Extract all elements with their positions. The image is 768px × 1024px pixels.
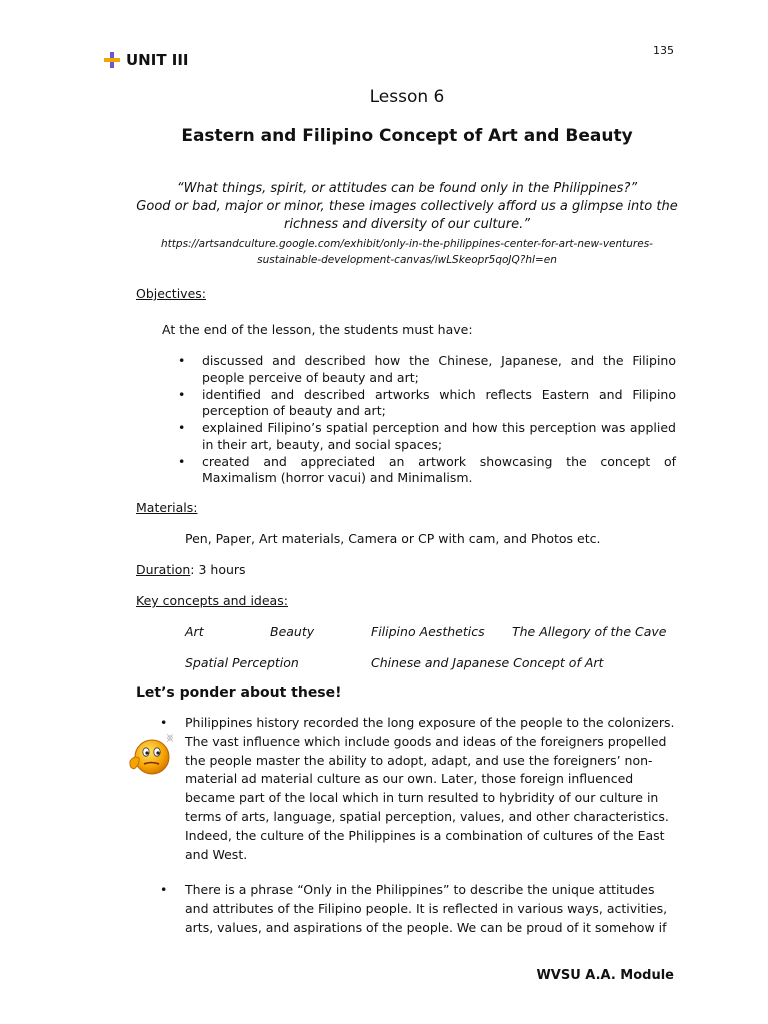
duration-value: : 3 hours — [190, 562, 246, 577]
concept-term: Spatial Perception — [185, 655, 299, 670]
lesson-number: Lesson 6 — [369, 87, 445, 107]
ponder-list — [160, 714, 675, 864]
materials-label: Materials: — [136, 500, 198, 515]
four-point-bullet-icon — [104, 52, 120, 68]
objectives-label: Objectives: — [136, 286, 206, 301]
lesson-title: Eastern and Filipino Concept of Art and Beauty — [181, 126, 633, 146]
list-item: • identified and described artworks which reflects Eastern and Filipino perception of beauty and art; — [176, 387, 676, 420]
materials-text: Pen, Paper, Art materials, Camera or CP with cam, and Photos etc. — [185, 531, 601, 546]
url-line: https://artsandculture.google.com/exhibit/only-in-the-philippines-center-for-art-new-ventures- — [161, 238, 653, 250]
page-number: 135 — [653, 44, 674, 57]
quote-line: richness and diversity of our culture.” — [284, 217, 530, 232]
concept-term: Filipino Aesthetics — [371, 624, 485, 639]
url-line: sustainable-development-canvas/iwLSkeopr5qoJQ?hl=en — [257, 254, 557, 266]
quote-source-url — [136, 236, 678, 268]
objectives-intro: At the end of the lesson, the students must have: — [162, 322, 473, 337]
list-item: • explained Filipino’s spatial perception and how this perception was applied in their art, beauty, and social spaces; — [176, 420, 676, 453]
list-item: • Philippines history recorded the long exposure of the people to the colonizers. The vast influence which include goods and ideas of the foreigners propelled the people master the ability to adopt, adapt, and use the foreigners’ non-material ad material culture as our own. Later, those foreign influenced became part of the local which in turn resulted to hybridity of our culture in terms of arts, language, spatial perception, values, and other characteristics. Indeed, the culture of the Philippines is a combination of cultures of the East and West. — [160, 714, 675, 864]
concept-term: Art — [185, 624, 204, 639]
quote-line: Good or bad, major or minor, these images collectively afford us a glimpse into the — [136, 199, 678, 214]
concept-term: Chinese and Japanese Concept of Art — [371, 655, 604, 670]
duration-label: Duration — [136, 562, 191, 577]
key-concepts-label: Key concepts and ideas: — [136, 593, 288, 608]
unit-header — [104, 51, 189, 69]
ponder-list — [160, 881, 675, 937]
quote-line: “What things, spirit, or attitudes can be found only in the Philippines?” — [176, 181, 638, 196]
objectives-list — [176, 353, 676, 487]
list-item: • There is a phrase “Only in the Philippines” to describe the unique attitudes and attributes of the Filipino people. It is reflected in various ways, activities, arts, values, and aspirations of the people. We can be proud of it somehow if — [160, 881, 675, 937]
duration — [136, 562, 246, 577]
ponder-heading: Let’s ponder about these! — [136, 685, 342, 701]
footer-module-title: WVSU A.A. Module — [536, 968, 674, 983]
concept-term: The Allegory of the Cave — [512, 624, 667, 639]
concept-term: Beauty — [270, 624, 315, 639]
list-item: • discussed and described how the Chinese, Japanese, and the Filipino people perceive of beauty and art; — [176, 353, 676, 386]
list-item: • created and appreciated an artwork showcasing the concept of Maximalism (horror vacui) and Minimalism. — [176, 454, 676, 487]
opening-quote — [136, 180, 678, 234]
unit-title: UNIT III — [126, 51, 189, 69]
